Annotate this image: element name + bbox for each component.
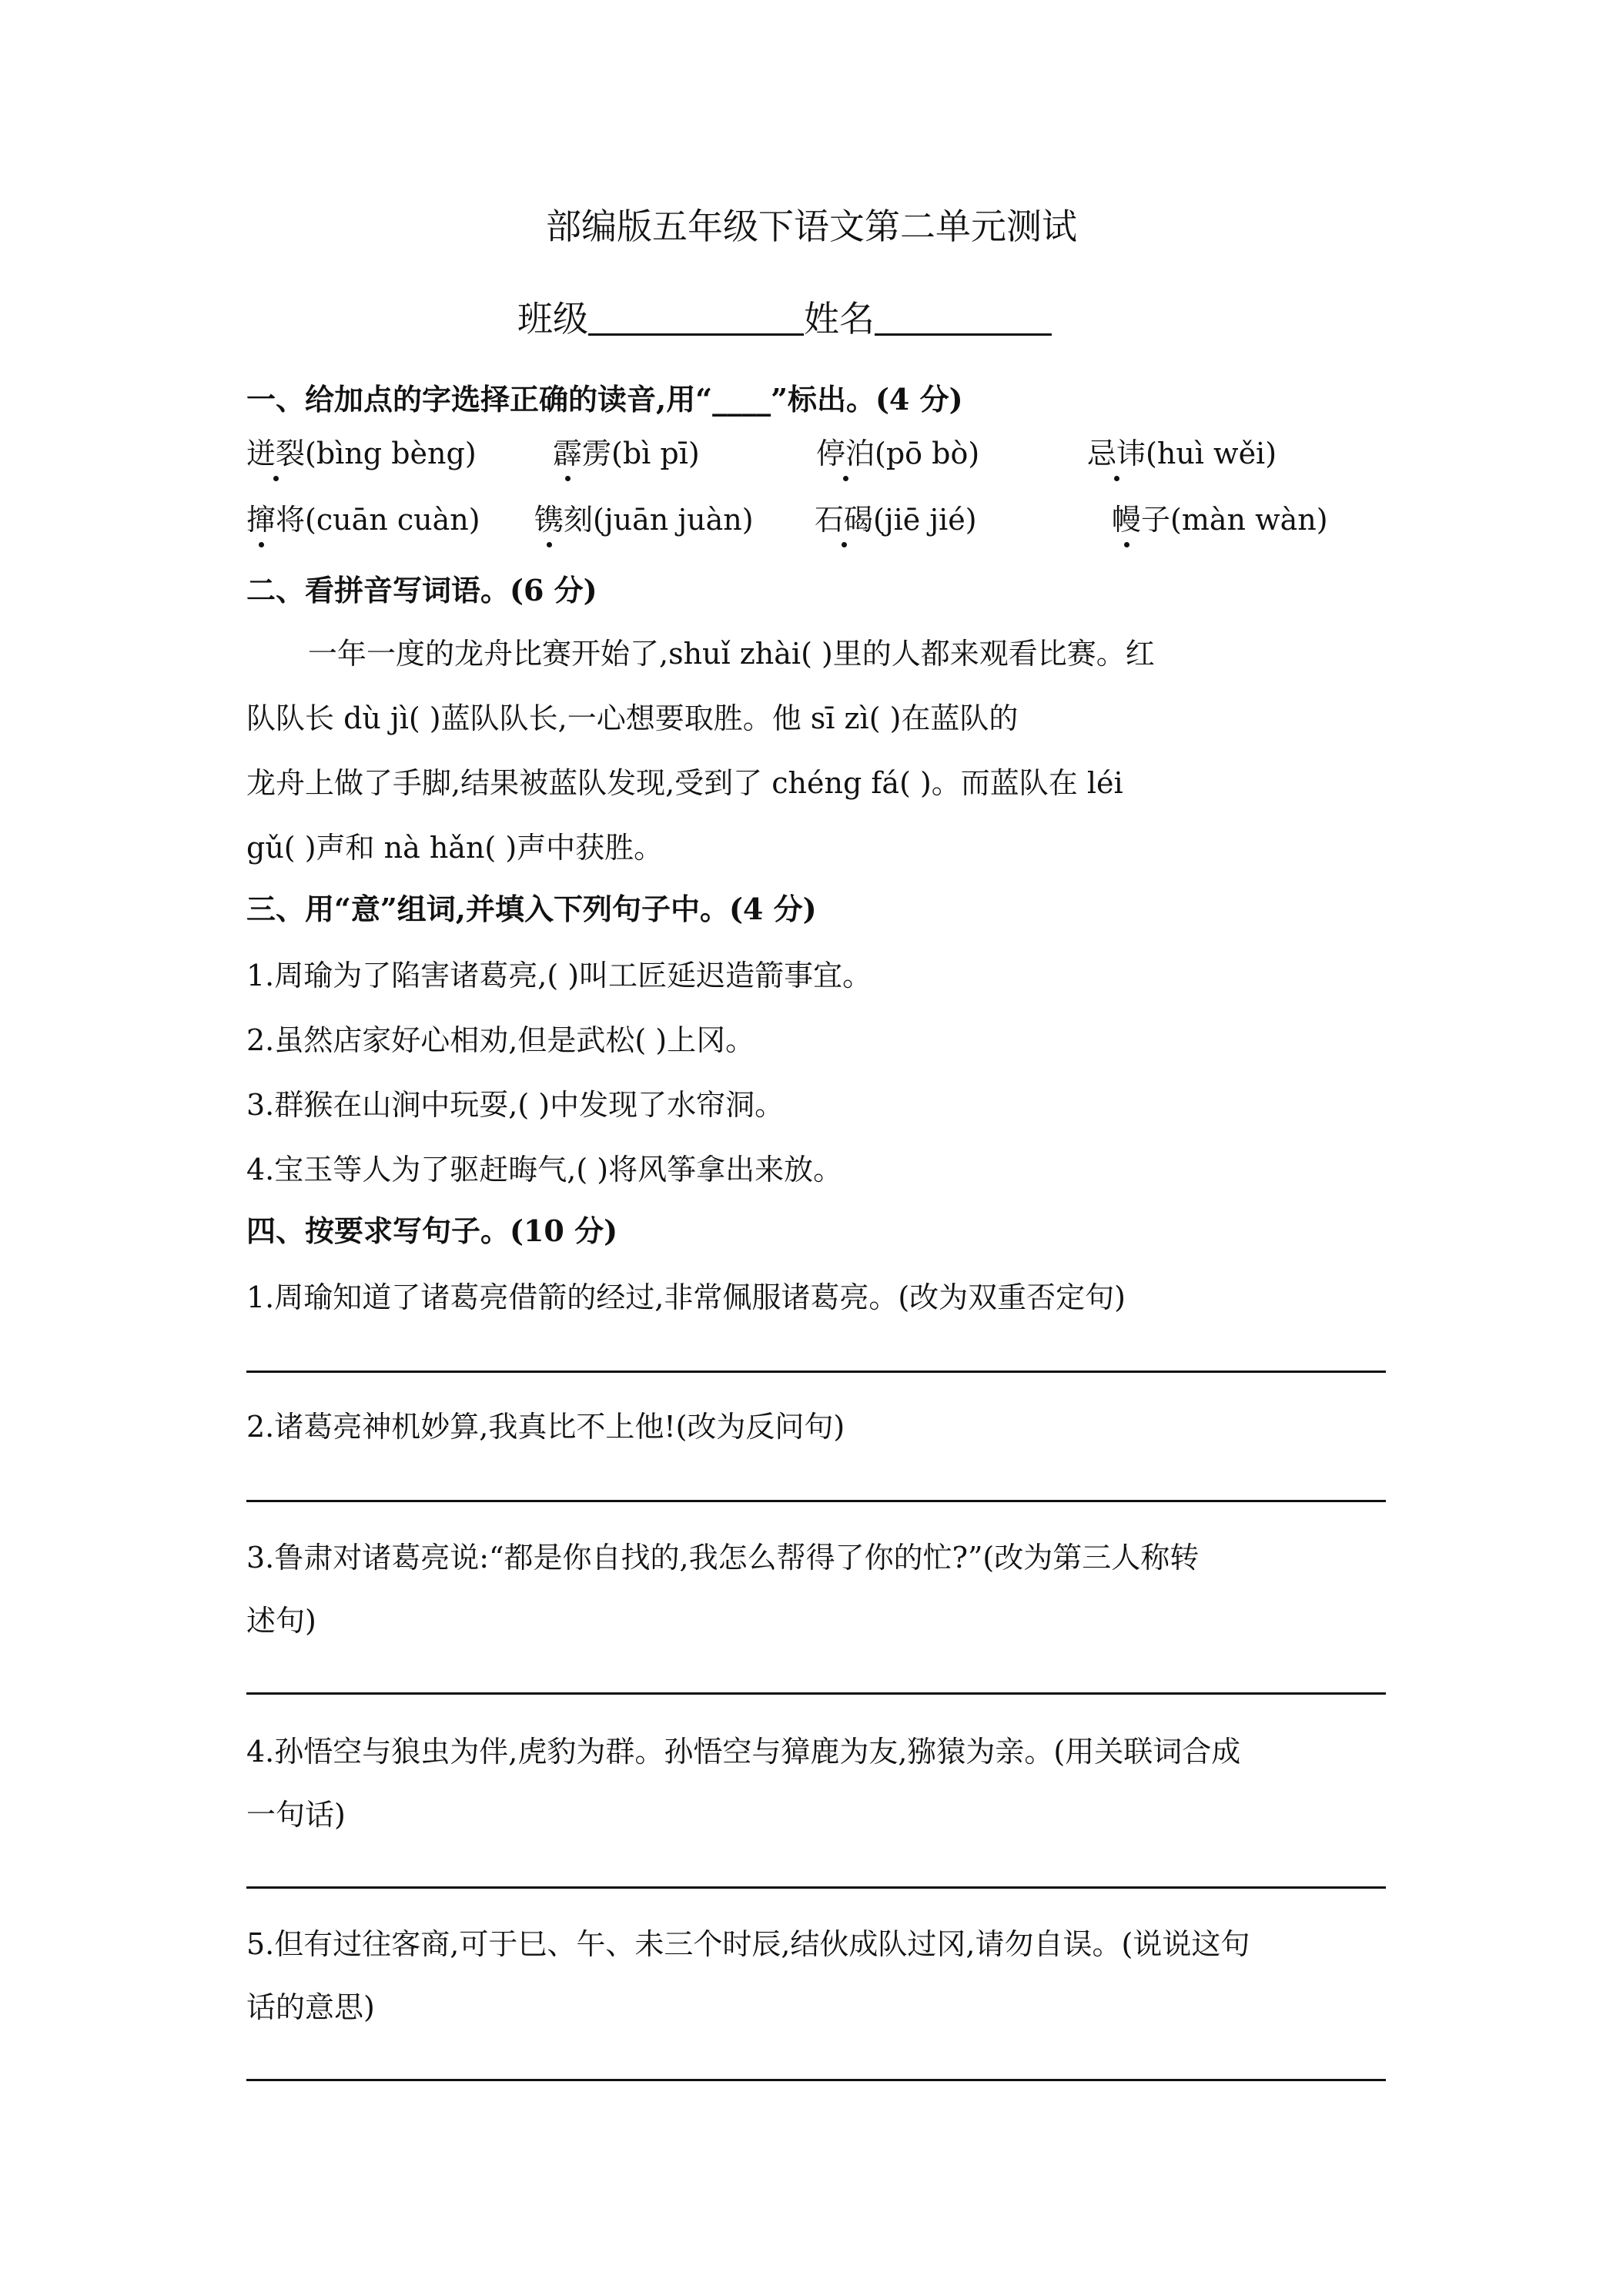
fill-in-item: 3.群猴在山涧中玩耍,( )中发现了水帘洞。 bbox=[246, 1088, 785, 1122]
fill-in-item: 1.周瑜为了陷害诸葛亮,( )叫工匠延迟造箭事宜。 bbox=[246, 959, 872, 992]
pinyin-passage-line: 龙舟上做了手脚,结果被蓝队发现,受到了 chéng fá( )。而蓝队在 léi bbox=[246, 766, 1123, 800]
section-1-heading: 一、给加点的字选择正确的读音,用“____”标出。(4 分) bbox=[246, 382, 963, 417]
pinyin-item: 撺将(cuān cuàn) bbox=[246, 503, 480, 537]
fill-in-item: 4.宝玉等人为了驱赶晦气,( )将风筝拿出来放。 bbox=[246, 1153, 843, 1186]
class-label: 班级 bbox=[517, 298, 588, 340]
rewrite-question-4: 4.孙悟空与狼虫为伴,虎豹为群。孙悟空与獐鹿为友,猕猿为亲。(用关联词合成 bbox=[246, 1735, 1241, 1769]
rewrite-question-3: 3.鲁肃对诸葛亮说:“都是你自找的,我怎么帮得了你的忙?”(改为第三人称转 bbox=[246, 1541, 1200, 1575]
answer-line-2[interactable] bbox=[246, 1500, 1386, 1502]
rewrite-question-2: 2.诸葛亮神机妙算,我真比不上他!(改为反问句) bbox=[246, 1410, 845, 1444]
section-3-heading: 三、用“意”组词,并填入下列句子中。(4 分) bbox=[246, 892, 817, 926]
pinyin-item: 忌讳(huì wěi) bbox=[1087, 437, 1277, 470]
pinyin-item: 停泊(pō bò) bbox=[816, 437, 980, 470]
rewrite-question-3-cont: 述句) bbox=[246, 1604, 316, 1638]
section-2-heading: 二、看拼音写词语。(6 分) bbox=[246, 573, 597, 607]
pinyin-item: 迸裂(bìng bèng) bbox=[246, 437, 477, 470]
name-blank[interactable] bbox=[875, 298, 1052, 336]
pinyin-passage-line: 一年一度的龙舟比赛开始了,shuǐ zhài( )里的人都来观看比赛。红 bbox=[308, 637, 1155, 671]
rewrite-question-5-cont: 话的意思) bbox=[246, 1990, 375, 2024]
page-title: 部编版五年级下语文第二单元测试 bbox=[546, 206, 1077, 247]
rewrite-question-4-cont: 一句话) bbox=[246, 1798, 346, 1832]
fill-in-item: 2.虽然店家好心相劝,但是武松( )上冈。 bbox=[246, 1023, 755, 1057]
pinyin-passage-line: gǔ( )声和 nà hǎn( )声中获胜。 bbox=[246, 831, 664, 865]
rewrite-question-5: 5.但有过往客商,可于巳、午、未三个时辰,结伙成队过冈,请勿自误。(说说这句 bbox=[246, 1927, 1250, 1961]
answer-line-1[interactable] bbox=[246, 1371, 1386, 1373]
name-label: 姓名 bbox=[804, 298, 875, 340]
class-name-line bbox=[517, 291, 1052, 342]
answer-line-4[interactable] bbox=[246, 1886, 1386, 1889]
class-blank[interactable] bbox=[588, 298, 804, 336]
pinyin-item: 石碣(jiē jié) bbox=[815, 503, 977, 537]
answer-line-5[interactable] bbox=[246, 2079, 1386, 2081]
pinyin-item: 幔子(màn wàn) bbox=[1112, 503, 1328, 537]
rewrite-question-1: 1.周瑜知道了诸葛亮借箭的经过,非常佩服诸葛亮。(改为双重否定句) bbox=[246, 1280, 1126, 1314]
answer-line-3[interactable] bbox=[246, 1692, 1386, 1695]
pinyin-item: 霹雳(bì pī) bbox=[553, 437, 700, 470]
section-4-heading: 四、按要求写句子。(10 分) bbox=[246, 1213, 618, 1248]
pinyin-item: 镌刻(juān juàn) bbox=[534, 503, 754, 537]
pinyin-passage-line: 队队长 dù jì( )蓝队队长,一心想要取胜。他 sī zì( )在蓝队的 bbox=[246, 701, 1019, 735]
